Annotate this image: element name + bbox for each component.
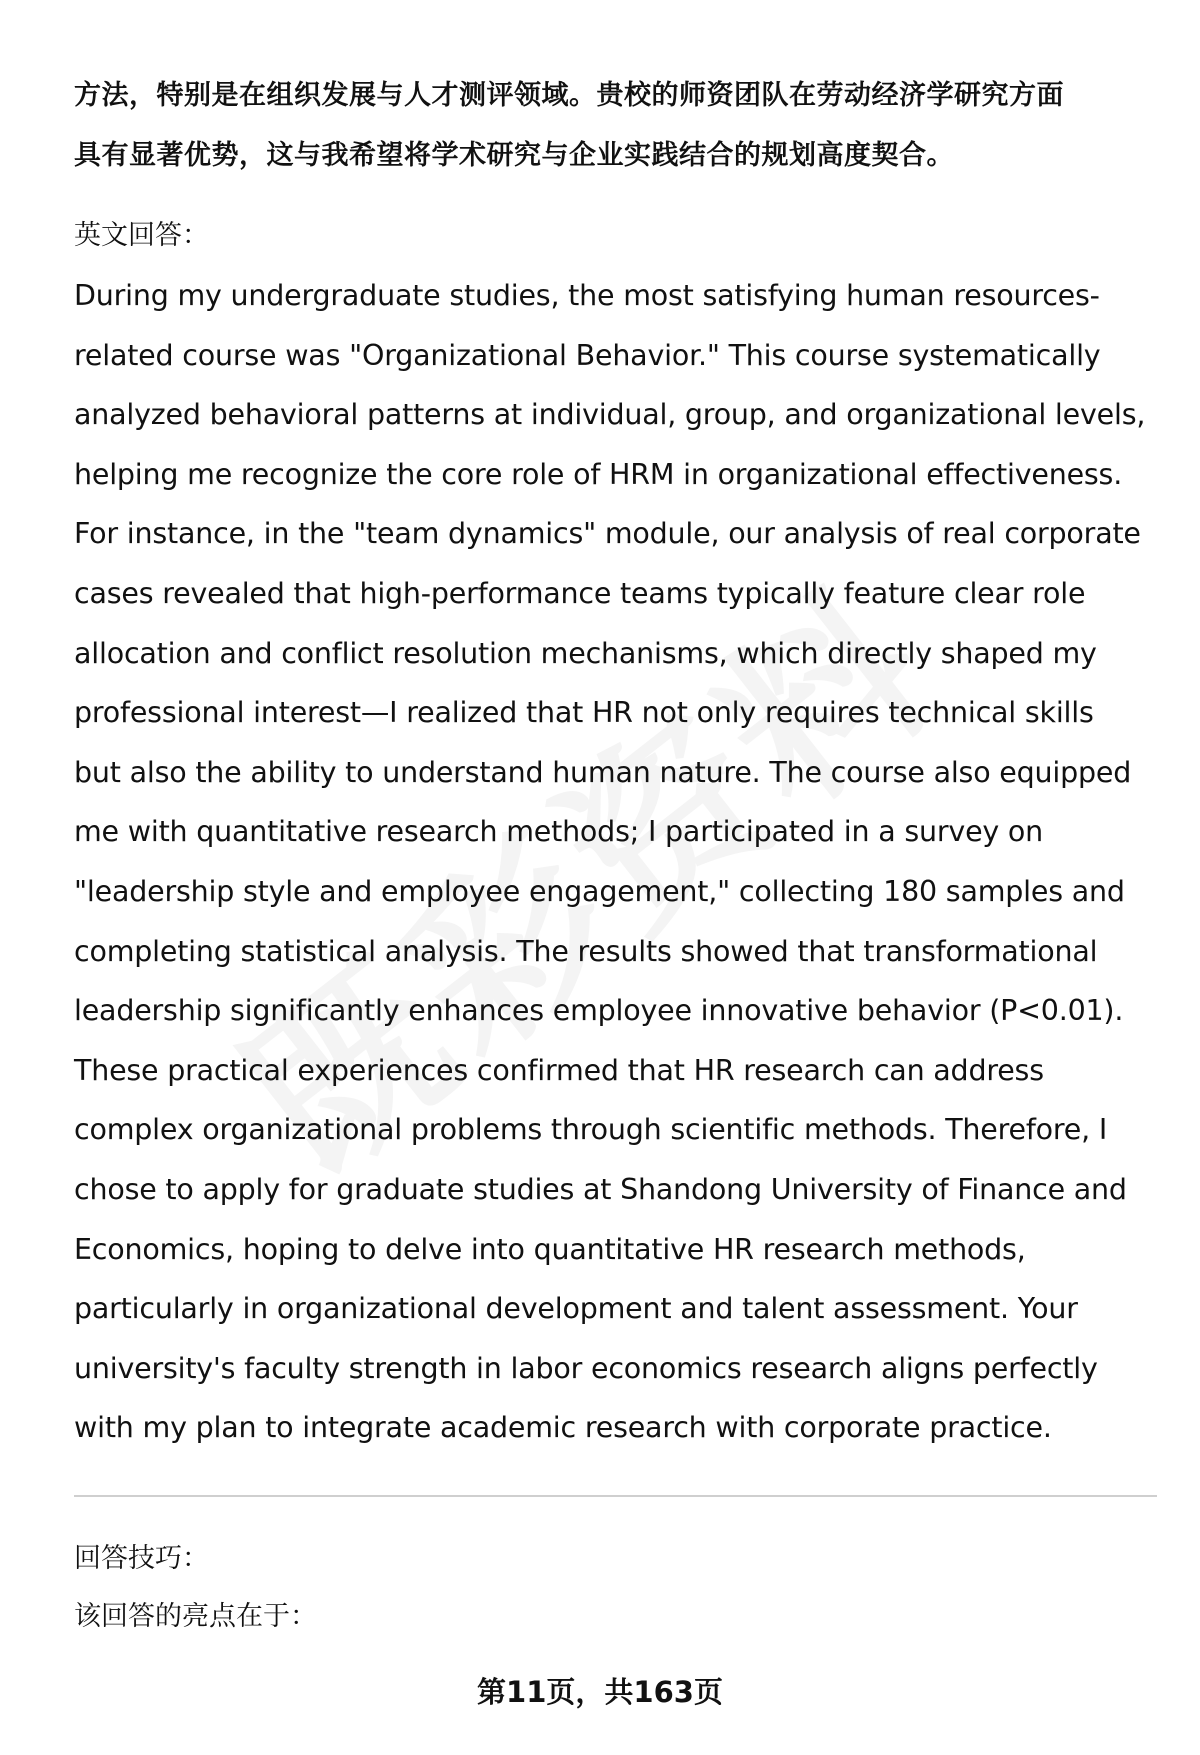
english-answer-line: completing statistical analysis. The results showed that transformational xyxy=(74,934,1098,968)
english-answer-line: During my undergraduate studies, the most satisfying human resources- xyxy=(74,279,1100,312)
english-answer-line: particularly in organizational development and talent assessment. Your xyxy=(74,1292,1078,1326)
english-answer-line: complex organizational problems through scientific methods. Therefore, I xyxy=(74,1113,1108,1147)
english-answer-line: with my plan to integrate academic research with corporate practice. xyxy=(74,1411,1052,1445)
english-answer-line: chose to apply for graduate studies at Shandong University of Finance and xyxy=(74,1172,1127,1206)
english-answer-line: professional interest—I realized that HR not only requires technical skills xyxy=(74,696,1094,730)
english-answer-label: 英文回答： xyxy=(74,220,209,251)
page-indicator: 第11页，共163页 xyxy=(477,1675,723,1709)
english-answer-line: These practical experiences confirmed that HR research can address xyxy=(74,1053,1044,1087)
tips-label: 回答技巧： xyxy=(74,1543,209,1574)
main-content xyxy=(74,66,1144,1458)
english-answer-line: "leadership style and employee engagement," collecting 180 samples and xyxy=(74,874,1125,908)
english-answer-line: but also the ability to understand human nature. The course also equipped xyxy=(74,755,1132,789)
english-answer-line: related course was "Organizational Behavior." This course systematically xyxy=(74,338,1101,372)
english-answer-line: me with quantitative research methods; I participated in a survey on xyxy=(74,815,1044,849)
chinese-answer-line: 具有显著优势，这与我希望将学术研究与企业实践结合的规划高度契合。 xyxy=(74,140,954,171)
english-answer-line: Economics, hoping to delve into quantitative HR research methods, xyxy=(74,1232,1026,1266)
section-divider xyxy=(74,1495,1157,1497)
english-answer-line: leadership significantly enhances employee innovative behavior (P<0.01). xyxy=(74,994,1124,1028)
english-answer-line: analyzed behavioral patterns at individual, group, and organizational levels, xyxy=(74,398,1146,432)
chinese-answer-paragraph xyxy=(74,66,1144,186)
english-answer-paragraph xyxy=(74,266,1144,1458)
english-answer-line: allocation and conflict resolution mechanisms, which directly shaped my xyxy=(74,636,1097,670)
answer-tips-section xyxy=(74,1530,1144,1646)
english-answer-line: For instance, in the "team dynamics" module, our analysis of real corporate xyxy=(74,517,1141,551)
highlights-label: 该回答的亮点在于： xyxy=(74,1601,317,1632)
english-answer-line: cases revealed that high-performance teams typically feature clear role xyxy=(74,576,1086,610)
chinese-answer-line: 方法，特别是在组织发展与人才测评领域。贵校的师资团队在劳动经济学研究方面 xyxy=(74,80,1064,111)
english-answer-line: university's faculty strength in labor economics research aligns perfectly xyxy=(74,1351,1098,1385)
english-answer-line: helping me recognize the core role of HRM in organizational effectiveness. xyxy=(74,457,1123,491)
